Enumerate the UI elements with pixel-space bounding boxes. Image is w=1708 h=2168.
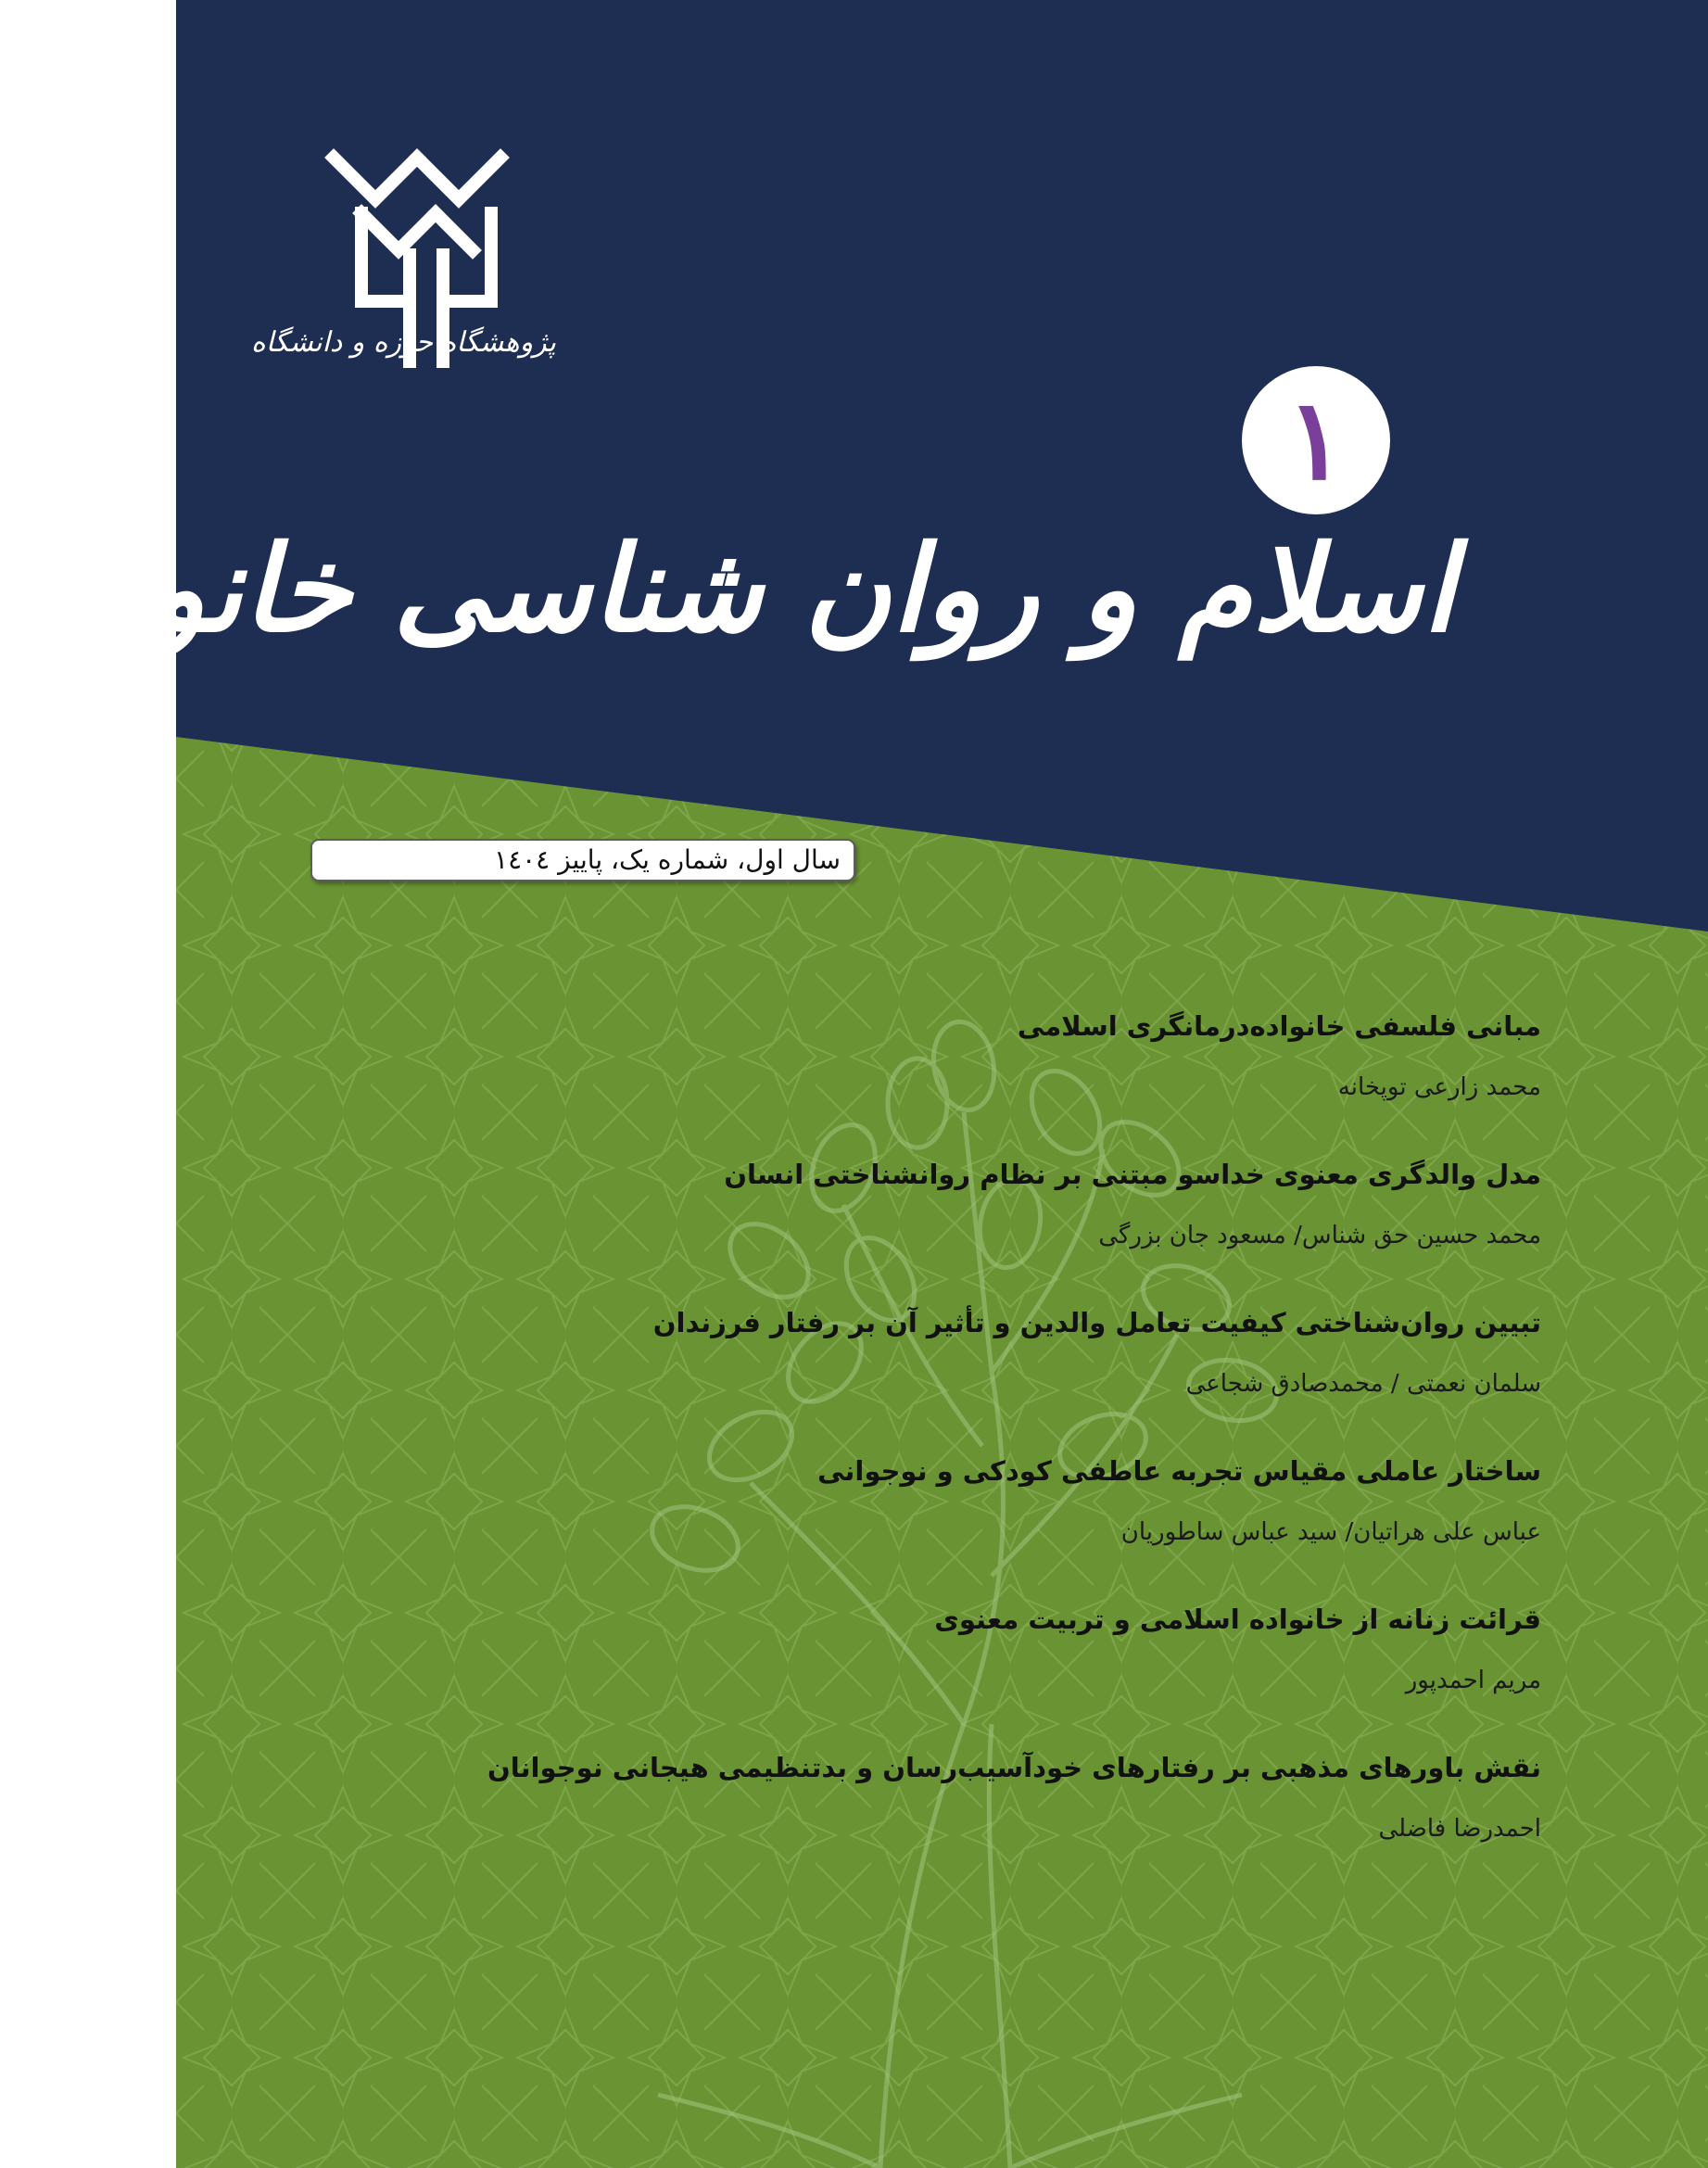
article-title: مدل والدگری معنوی خداسو مبتنی بر نظام روانشناختی انسان bbox=[724, 1159, 1541, 1190]
article-item bbox=[614, 1451, 1541, 1551]
article-title: نقش باورهای مذهبی بر رفتارهای خودآسیب‌رسان و بدتنظیمی هیجانی نوجوانان bbox=[487, 1752, 1541, 1783]
table-of-contents bbox=[487, 1006, 1541, 1895]
article-authors: عباس علی هراتیان/ سید عباس ساطوریان bbox=[1120, 1518, 1541, 1546]
article-item bbox=[487, 1747, 1541, 1847]
article-authors: مریم احمدپور bbox=[1405, 1667, 1541, 1694]
article-authors: محمد حسین حق شناس/ مسعود جان بزرگی bbox=[1098, 1222, 1541, 1249]
article-title: ساختار عاملی مقیاس تجربه عاطفی کودکی و نوجوانی bbox=[817, 1455, 1541, 1487]
issue-number-badge bbox=[1242, 366, 1390, 514]
article-title: مبانی فلسفی خانواده‌درمانگری اسلامی bbox=[1017, 1010, 1541, 1042]
article-authors: سلمان نعمتی / محمدصادق شجاعی bbox=[1185, 1370, 1541, 1398]
article-item bbox=[614, 1154, 1541, 1254]
journal-title: اسلام و روان شناسی خانواده bbox=[0, 520, 1455, 659]
article-item bbox=[614, 1599, 1541, 1699]
article-title: تبیین روان‌شناختی کیفیت تعامل والدین و تأثیر آن بر رفتار فرزندان bbox=[652, 1307, 1541, 1338]
article-title: قرائت زنانه از خانواده اسلامی و تربیت معنوی bbox=[934, 1604, 1541, 1635]
article-authors: محمد زارعی توپخانه bbox=[1337, 1073, 1541, 1101]
article-item bbox=[614, 1302, 1541, 1402]
issue-number: ١ bbox=[1285, 374, 1347, 505]
volume-info: سال اول، شماره یک، پاییز ١٤٠٤ bbox=[310, 839, 855, 881]
publisher-name: پژوهشگاه حوزه و دانشگاه bbox=[251, 326, 556, 359]
article-authors: احمدرضا فاضلی bbox=[1378, 1815, 1541, 1843]
article-item bbox=[614, 1006, 1541, 1106]
